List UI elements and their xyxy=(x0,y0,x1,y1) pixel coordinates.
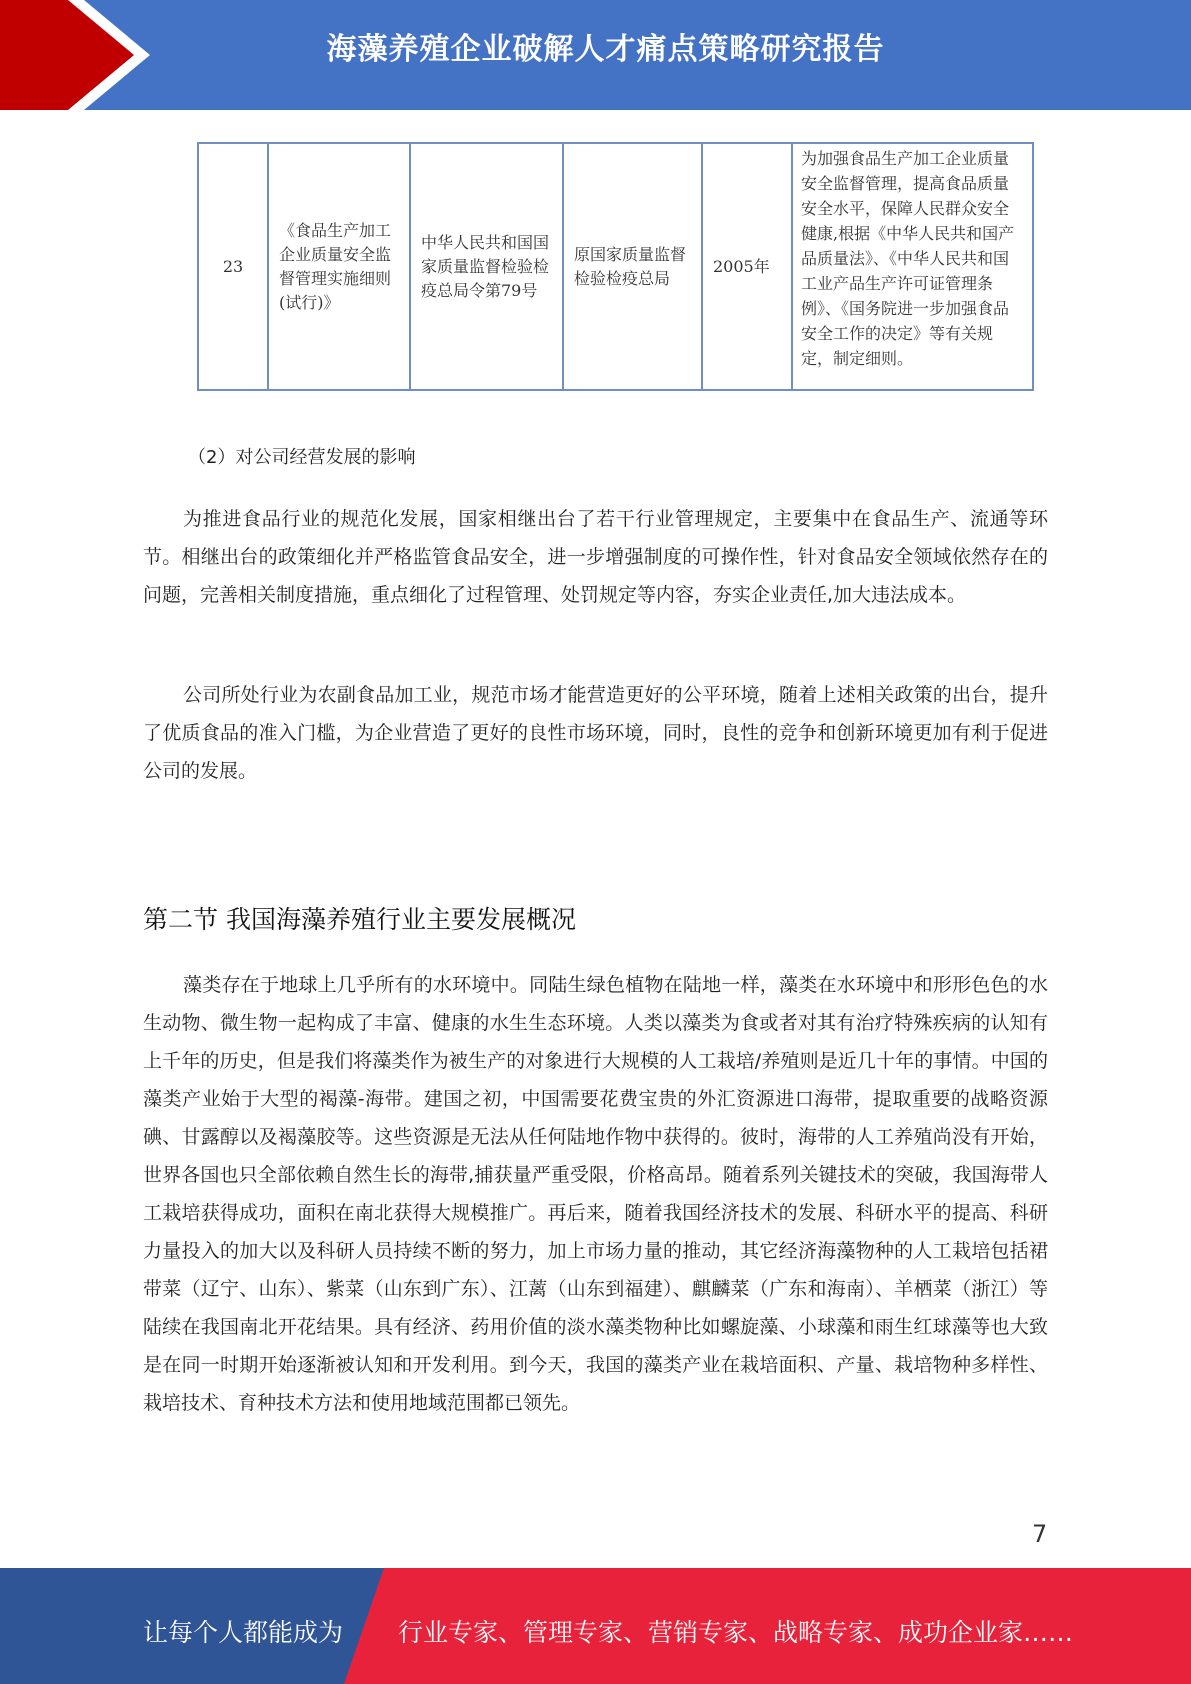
paragraph-algae-overview: 藻类存在于地球上几乎所有的水环境中。同陆生绿色植物在陆地一样，藻类在水环境中和形形色色的水生动物、微生物一起构成了丰富、健康的水生生态环境。人类以藻类为食或者对其有治疗特殊疾病的认知有上千年的历史，但是我们将藻类作为被生产的对象进行大规模的人工栽培/养殖则是近几十年的事情。中国的藻类产业始于大型的褐藻-海带。建国之初，中国需要花费宝贵的外汇资源进口海带，提取重要的战略资源碘、甘露醇以及褐藻胶等。这些资源是无法从任何陆地作物中获得的。彼时，海带的人工养殖尚没有开始，世界各国也只全部依赖自然生长的海带,捕获量严重受限，价格高昂。随着系列关键技术的突破，我国海带人工栽培获得成功，面积在南北获得大规模推广。再后来，随着我国经济技术的发展、科研水平的提高、科研力量投入的加大以及科研人员持续不断的努力，加上市场力量的推动，其它经济海藻物种的人工栽培包括裙带菜（辽宁、山东）、紫菜（山东到广东）、江蓠（山东到福建）、麒麟菜（广东和海南）、羊栖菜（浙江）等陆续在我国南北开花结果。具有经济、药用价值的淡水藻类物种比如螺旋藻、小球藻和雨生红球藻等也大致是在同一时期开始逐渐被认知和开发利用。到今天，我国的藻类产业在栽培面积、产量、栽培物种多样性、栽培技术、育种技术方法和使用地域范围都已领先。 xyxy=(143,974,1048,1414)
page-number: 7 xyxy=(1032,1520,1048,1548)
footer-slogan-right: 行业专家、管理专家、营销专家、战略专家、成功企业家…… xyxy=(398,1618,1074,1647)
regulation-description: 为加强食品生产加工企业质量安全监督管理，提高食品质量安全水平，保障人民群众安全健康,根据《中华人民共和国产品质量法》、《中华人民共和国工业产品生产许可证管理条例》、《国务院进一步加强食品安全工作的决定》等有关规定，制定细则。 xyxy=(792,143,1033,390)
page-header xyxy=(0,0,1191,110)
row-number: 23 xyxy=(198,143,268,390)
regulation-name: 《食品生产加工企业质量安全监督管理实施细则(试行)》 xyxy=(268,143,410,390)
subheading: （2）对公司经营发展的影响 xyxy=(188,447,416,468)
paragraph-company-impact: 公司所处行业为农副食品加工业，规范市场才能营造更好的公平环境，随着上述相关政策的出台，提升了优质食品的准入门槛，为企业营造了更好的良性市场环境，同时，良性的竞争和创新环境更加有利于促进公司的发展。 xyxy=(143,684,1048,782)
table-row xyxy=(198,143,1033,390)
paragraph-industry-regulation: 为推进食品行业的规范化发展，国家相继出台了若干行业管理规定，主要集中在食品生产、流通等环节。相继出台的政策细化并严格监管食品安全，进一步增强制度的可操作性，针对食品安全领域依然存在的问题，完善相关制度措施，重点细化了过程管理、处罚规定等内容，夯实企业责任,加大违法成本。 xyxy=(143,508,1048,606)
regulation-table xyxy=(197,142,1034,391)
footer-slogan-left: 让每个人都能成为 xyxy=(143,1618,344,1647)
section-title: 第二节 我国海藻养殖行业主要发展概况 xyxy=(143,905,576,934)
regulation-year: 2005年 xyxy=(702,143,792,390)
regulation-issuer: 原国家质量监督检验检疫总局 xyxy=(563,143,702,390)
regulation-document-number: 中华人民共和国国家质量监督检验检疫总局令第79号 xyxy=(410,143,563,390)
header-title: 海藻养殖企业破解人才痛点策略研究报告 xyxy=(326,32,885,67)
